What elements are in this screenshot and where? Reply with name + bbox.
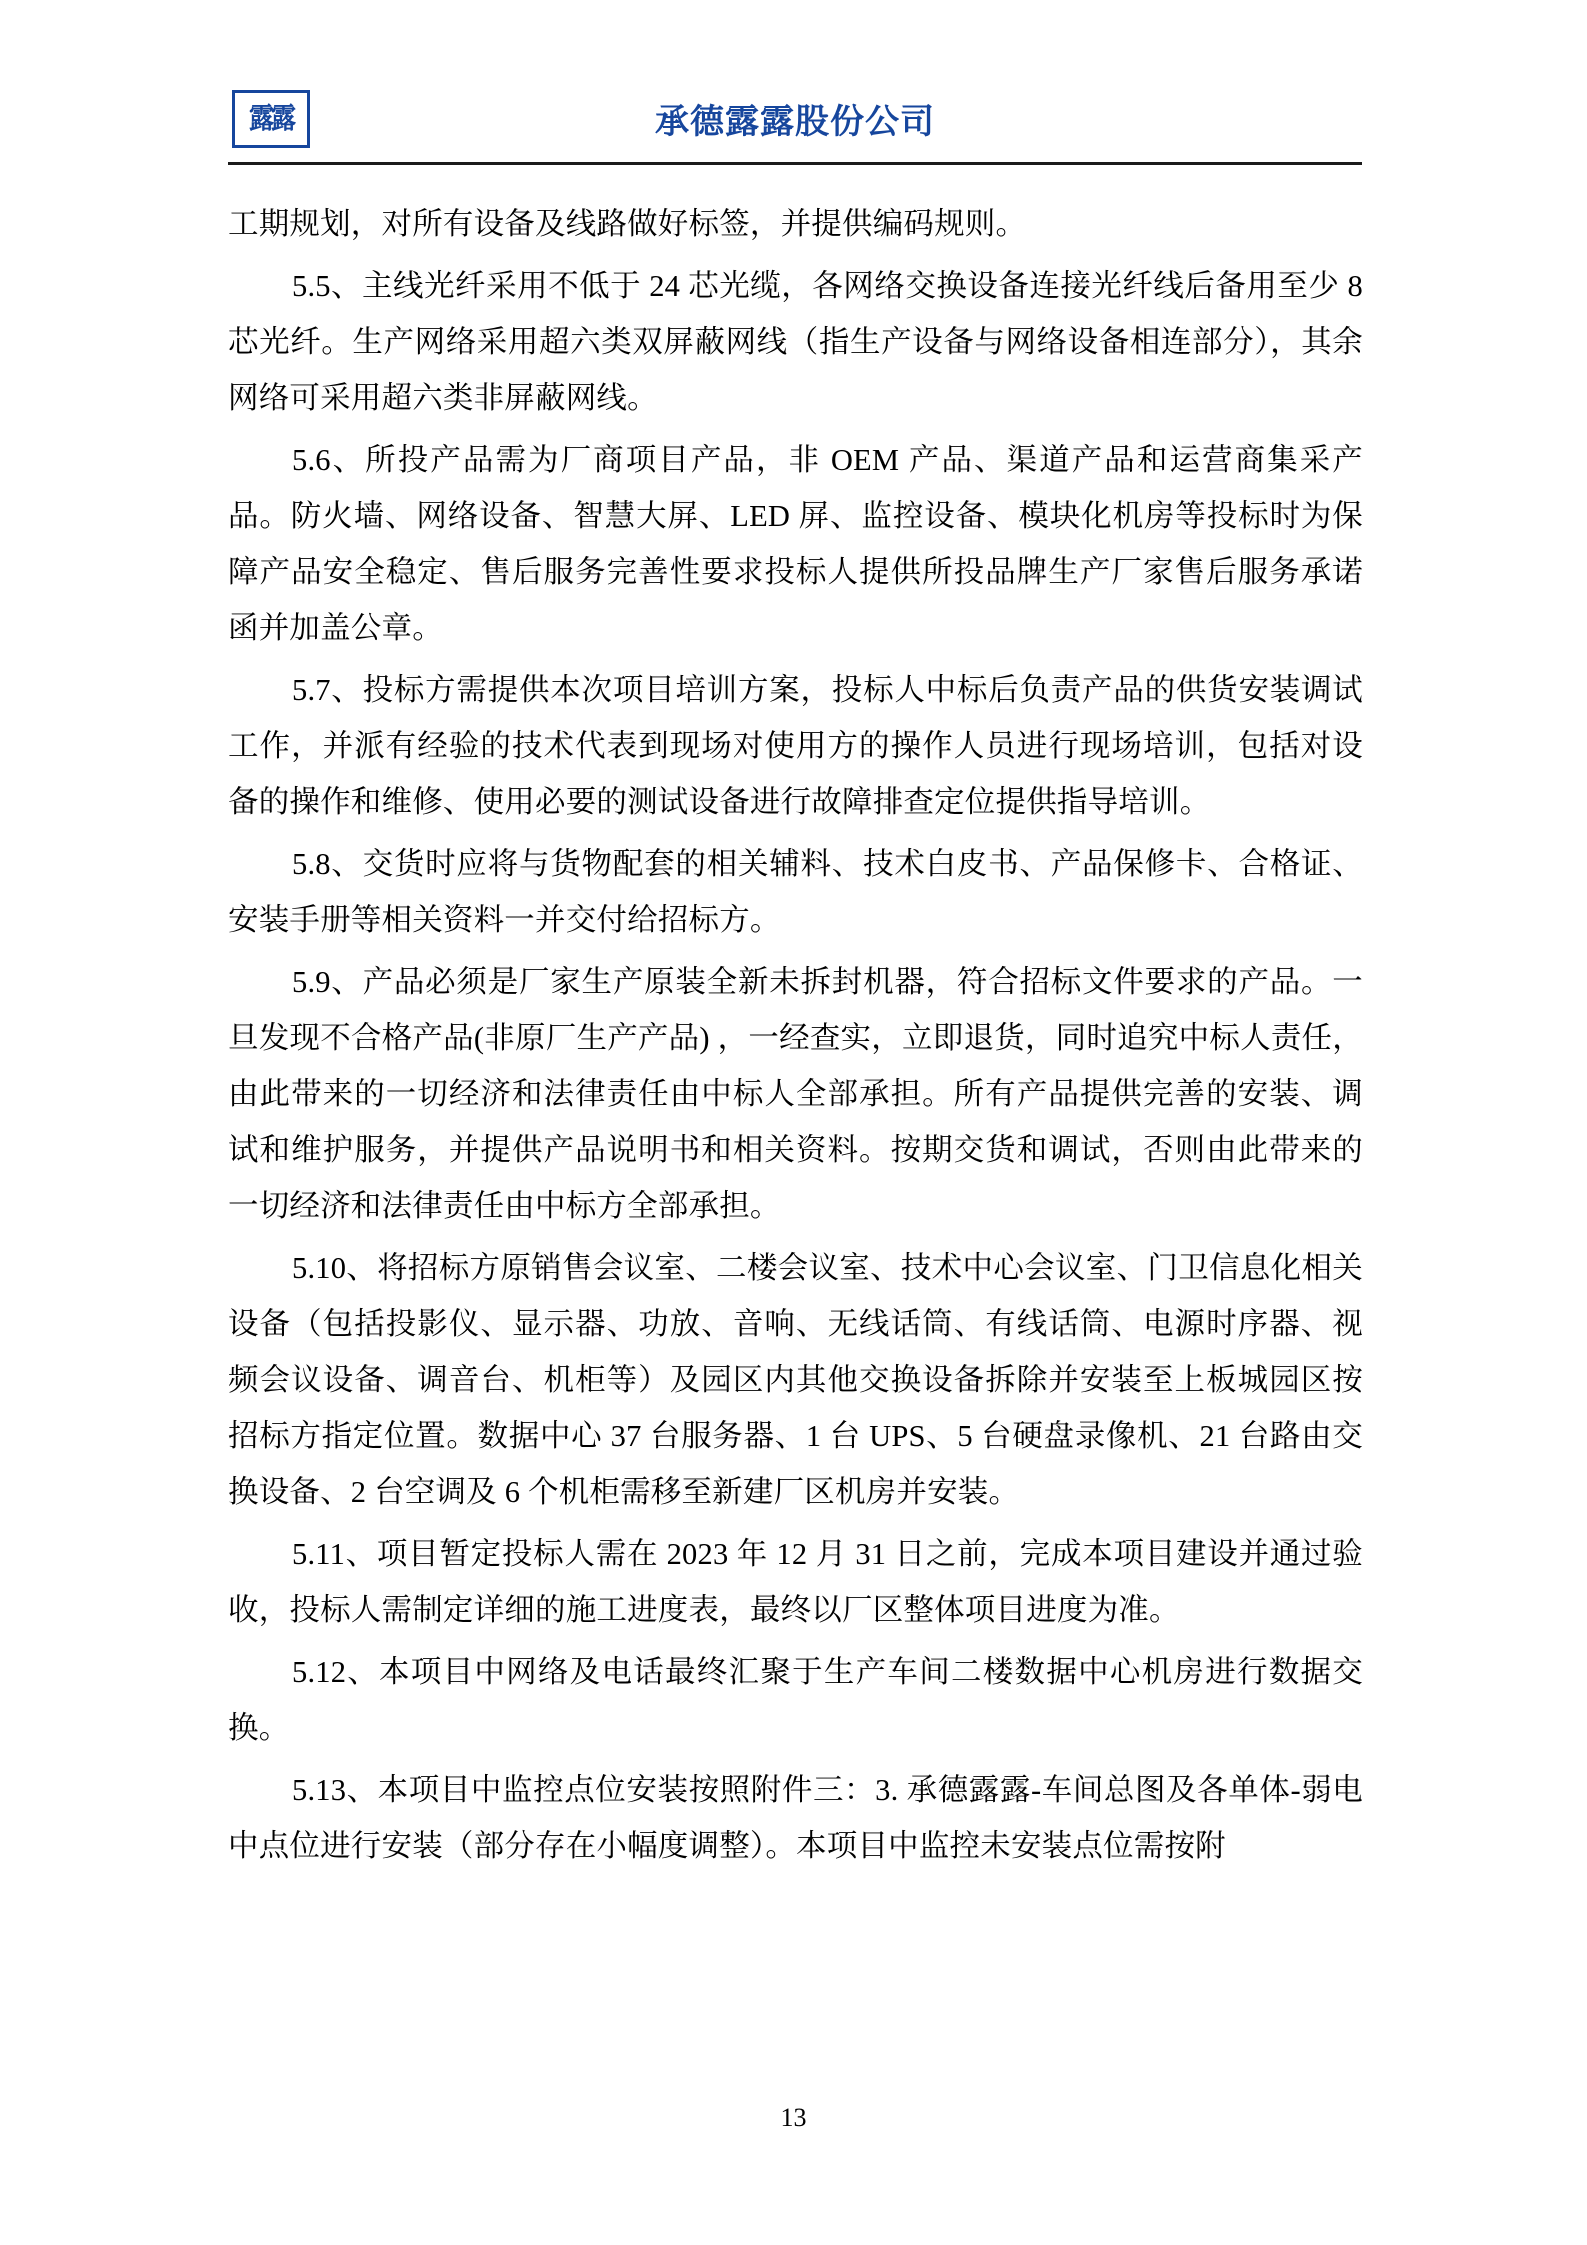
paragraph: 5.10、将招标方原销售会议室、二楼会议室、技术中心会议室、门卫信息化相关设备（包括投影仪、显示器、功放、音响、无线话筒、有线话筒、电源时序器、视频会议设备、调音台、机柜等）及园区内其他交换设备拆除并安装至上板城园区按招标方指定位置。数据中心 37 台服务器、1 台 UPS、5 台硬盘录像机、21 台路由交换设备、2 台空调及 6 个机柜需移至新建厂区机房并安装。 <box>228 1251 1363 1509</box>
header-divider <box>228 162 1362 165</box>
logo-text: 露露 <box>248 103 293 135</box>
page-number: 13 <box>780 2103 807 2132</box>
paragraph: 5.12、本项目中网络及电话最终汇聚于生产车间二楼数据中心机房进行数据交换。 <box>228 1655 1363 1745</box>
paragraph: 5.5、主线光纤采用不低于 24 芯光缆，各网络交换设备连接光纤线后备用至少 8 芯光纤。生产网络采用超六类双屏蔽网线（指生产设备与网络设备相连部分），其余网络可采用超六类非屏蔽网线。 <box>228 269 1363 415</box>
paragraph: 5.9、产品必须是厂家生产原装全新未拆封机器，符合招标文件要求的产品。一旦发现不合格产品(非原厂生产产品) ，一经查实，立即退货，同时追究中标人责任，由此带来的一切经济和法律责任由中标人全部承担。所有产品提供完善的安装、调试和维护服务，并提供产品说明书和相关资料。按期交货和调试，否则由此带来的一切经济和法律责任由中标方全部承担。 <box>228 965 1363 1223</box>
paragraph: 5.13、本项目中监控点位安装按照附件三：3. 承德露露-车间总图及各单体-弱电中点位进行安装（部分存在小幅度调整）。本项目中监控未安装点位需按附 <box>228 1773 1363 1863</box>
paragraph: 工期规划，对所有设备及线路做好标签，并提供编码规则。 <box>228 207 1027 241</box>
page-header <box>228 88 1362 166</box>
header-company-title: 承德露露股份公司 <box>655 103 935 141</box>
paragraph: 5.6、所投产品需为厂商项目产品，非 OEM 产品、渠道产品和运营商集采产品。防火墙、网络设备、智慧大屏、LED 屏、监控设备、模块化机房等投标时为保障产品安全稳定、售后服务完善性要求投标人提供所投品牌生产厂家售后服务承诺函并加盖公章。 <box>228 443 1363 645</box>
document-body <box>228 196 1363 1880</box>
paragraph: 5.11、项目暂定投标人需在 2023 年 12 月 31 日之前，完成本项目建设并通过验收，投标人需制定详细的施工进度表，最终以厂区整体项目进度为准。 <box>228 1537 1363 1627</box>
paragraph: 5.8、交货时应将与货物配套的相关辅料、技术白皮书、产品保修卡、合格证、安装手册等相关资料一并交付给招标方。 <box>228 847 1363 937</box>
paragraph: 5.7、投标方需提供本次项目培训方案，投标人中标后负责产品的供货安装调试工作，并派有经验的技术代表到现场对使用方的操作人员进行现场培训，包括对设备的操作和维修、使用必要的测试设备进行故障排查定位提供指导培训。 <box>228 673 1363 819</box>
